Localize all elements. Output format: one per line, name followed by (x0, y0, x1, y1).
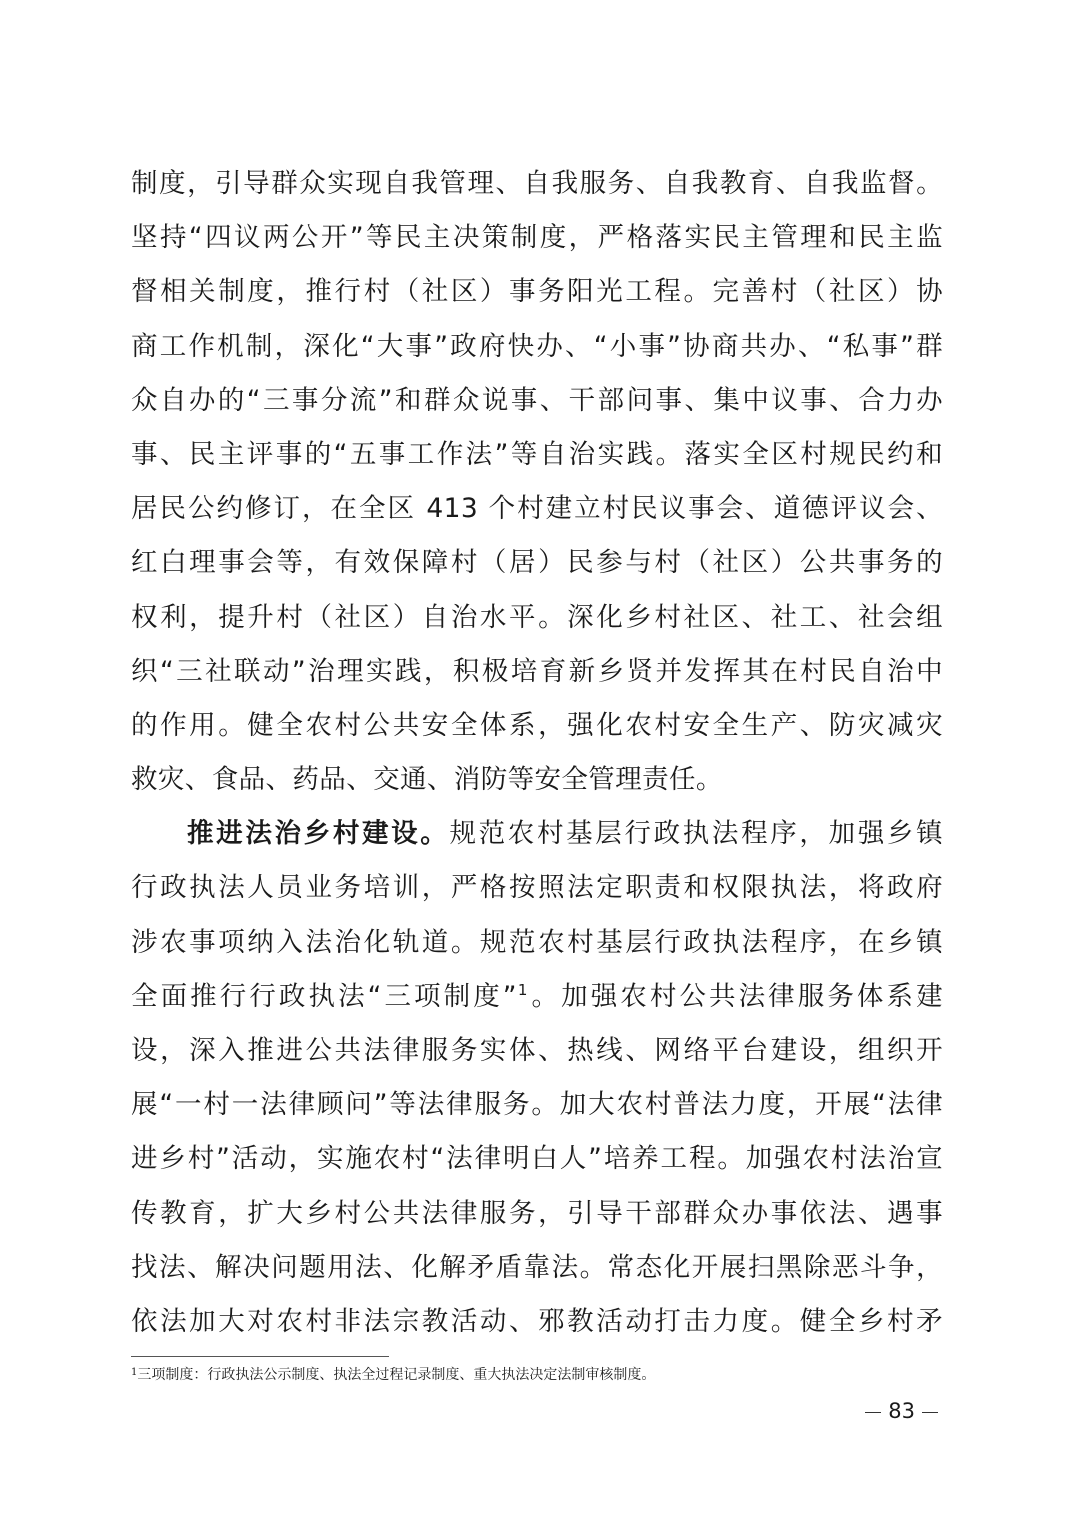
text-line: 权利，提升村（社区）自治水平。深化乡村社区、社工、社会组 (131, 601, 943, 633)
text-line: 的作用。健全农村公共安全体系，强化农村安全生产、防灾减灾 (131, 709, 943, 741)
paragraph-rule-of-law (131, 807, 943, 1349)
text-line: 制度，引导群众实现自我管理、自我服务、自我教育、自我监督。 (131, 168, 943, 199)
text-line: 坚持“四议两公开”等民主决策制度，严格落实民主管理和民主监 (131, 222, 943, 254)
dash-right (922, 1412, 938, 1413)
text-line: 织“三社联动”治理实践，积极培育新乡贤并发挥其在村民自治中 (131, 655, 943, 687)
text-span: 规范农村基层行政执法程序，加强乡镇 (449, 818, 943, 850)
text-line: 红白理事会等，有效保障村（居）民参与村（社区）公共事务的 (131, 547, 943, 579)
text-line: 涉农事项纳入法治化轨道。规范农村基层行政执法程序，在乡镇 (131, 926, 943, 958)
footnote-mark: 1 (131, 1367, 138, 1378)
text-line: 行政执法人员业务培训，严格按照法定职责和权限执法，将政府 (131, 872, 943, 904)
paragraph-heading: 推进法治乡村建设。 (187, 818, 450, 850)
page-number-value: 83 (888, 1399, 915, 1423)
text-span: 全面推行行政执法“三项制度” (131, 980, 517, 1012)
text-line (131, 807, 943, 861)
text-line: 找法、解决问题用法、化解矛盾靠法。常态化开展扫黑除恶斗争， (131, 1251, 943, 1283)
text-line: 传教育，扩大乡村公共法律服务，引导干部群众办事依法、遇事 (131, 1197, 943, 1229)
text-line: 救灾、食品、药品、交通、消防等安全管理责任。 (131, 764, 723, 796)
page-number (858, 1396, 945, 1426)
text-span: 。加强农村公共法律服务体系建 (528, 980, 943, 1012)
text-line: 督相关制度，推行村（社区）事务阳光工程。完善村（社区）协 (131, 276, 943, 308)
text-line: 商工作机制，深化“大事”政府快办、“小事”协商共办、“私事”群 (131, 330, 943, 362)
footnote (131, 1365, 655, 1387)
footnote-text: 三项制度：行政执法公示制度、执法全过程记录制度、重大执法决定法制审核制度。 (137, 1367, 656, 1383)
dash-left (865, 1412, 881, 1413)
text-line: 设，深入推进公共法律服务实体、热线、网络平台建设，组织开 (131, 1035, 943, 1066)
text-line: 众自办的“三事分流”和群众说事、干部问事、集中议事、合力办 (131, 384, 943, 416)
text-line: 事、民主评事的“五事工作法”等自治实践。落实全区村规民约和 (131, 438, 943, 470)
footnote-divider (131, 1356, 389, 1357)
text-line: 依法加大对农村非法宗教活动、邪教活动打击力度。健全乡村矛 (131, 1305, 943, 1337)
text-line: 展“一村一法律顾问”等法律服务。加大农村普法力度，开展“法律 (131, 1089, 943, 1121)
paragraph-autonomy (131, 157, 943, 807)
body-text (131, 157, 943, 1349)
text-line: 进乡村”活动，实施农村“法律明白人”培养工程。加强农村法治宣 (131, 1143, 943, 1175)
text-line (131, 970, 943, 1024)
footnote-reference[interactable]: 1 (517, 980, 528, 999)
text-line: 居民公约修订，在全区 413 个村建立村民议事会、道德评议会、 (131, 493, 943, 525)
